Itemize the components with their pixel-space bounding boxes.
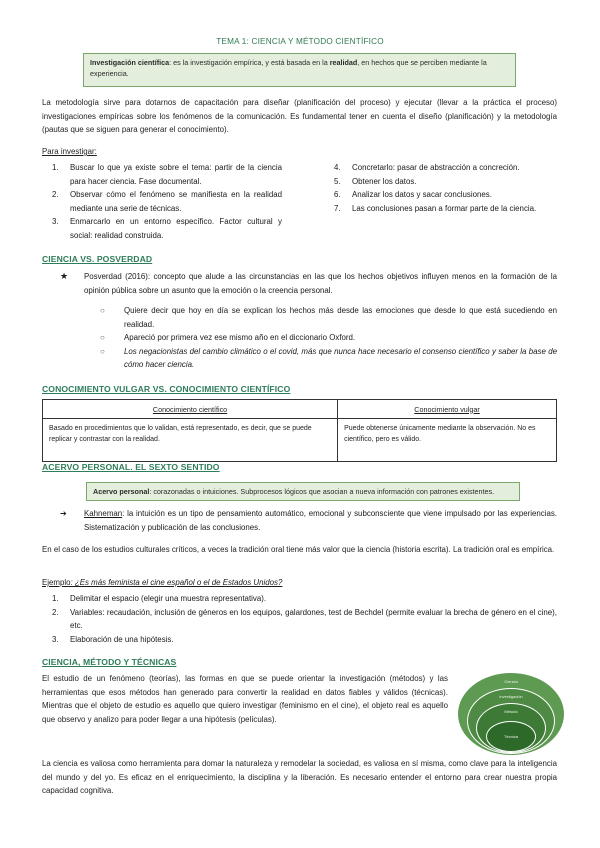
step-item [326, 202, 557, 216]
page-title: TEMA 1: CIENCIA Y MÉTODO CIENTÍFICO [216, 37, 384, 46]
step-text: Concretarlo: pasar de abstracción a concreción. [352, 163, 520, 172]
steps-heading [42, 147, 97, 156]
steps-heading-text: Para investigar [42, 147, 95, 156]
table-header-vulgar: Conocimiento vulgar [338, 400, 557, 419]
step-item [326, 161, 557, 175]
step-number: 2. [52, 190, 59, 200]
steps-list-left [44, 161, 282, 243]
list-number: 3. [52, 634, 59, 644]
list-item [44, 592, 557, 606]
list-item-text: Apareció por primera vez ese mismo año en el diccionario Oxford. [124, 333, 356, 343]
kahneman-text-wrap [60, 507, 557, 534]
example-list [44, 592, 557, 646]
kahneman-name: Kahneman [84, 509, 123, 518]
steps-heading-colon: : [94, 147, 97, 156]
list-item-text: Delimitar el espacio (elegir una muestra representativa). [70, 594, 267, 603]
diagram-circle-tecnica [486, 721, 536, 752]
star-bullet-icon: ★ [60, 271, 69, 281]
list-item-text: Quiere decir que hoy en día se explican los hechos más desde las emociones que desde lo que está sucediendo en realidad. [124, 306, 557, 329]
step-item [44, 161, 282, 188]
metodo-paragraph: El estudio de un fenómeno (teorías), las formas en que se puede orientar la investigación (métodos) y las herramientas que esos métodos han generado para convertir la realidad en datos fiables y válidos (técnicas). Mientras que el objeto de estudio es aquello que quiero investigar (feminismo en el cine), el objeto real es aquello que observo y analizo para poder llegar a una hipótesis (películas). [42, 674, 448, 724]
step-number: 3. [52, 217, 59, 227]
circle-bullet-icon: ○ [100, 333, 105, 343]
list-item-text: Los negacionistas del cambio climático o el covid, más que nunca hace necesario el consenso científico y saber la base de cómo hacer ciencia. [124, 346, 557, 370]
definition-term-realidad: realidad [329, 58, 358, 67]
step-text: Observar cómo el fenómeno se manifiesta en la realidad mediante una serie de técnicas. [70, 190, 282, 213]
table-row [43, 419, 557, 462]
step-item [326, 175, 557, 189]
list-item [44, 606, 557, 633]
list-item-text: Elaboración de una hipótesis. [70, 634, 174, 644]
step-item [326, 188, 557, 202]
example-question: : ¿Es más feminista el cine español o el de Estados Unidos? [70, 578, 283, 587]
step-text: Las conclusiones pasan a formar parte de la ciencia. [352, 203, 537, 213]
step-number: 5. [334, 176, 341, 186]
section-heading-posverdad: CIENCIA VS. POSVERDAD [42, 254, 153, 264]
intro-paragraph: La metodología sirve para dotarnos de capacitación para diseñar (planificación del proceso) y ejecutar (llevar a la práctica el proceso) investigaciones empíricas sobre los fenómenos de la comunicación. Es fundamental tener en cuenta el diseño (planificación) y la metodología (pautas que se siguen para generar el conocimiento). [42, 98, 557, 135]
acervo-box-text: : corazonadas o intuiciones. Subprocesos lógicos que asocian a nueva información con patrones existentes. [149, 487, 495, 496]
definition-term: Investigación científica [90, 58, 170, 67]
table-cell-vulgar: Puede obtenerse únicamente mediante la observación. No es científico, pero es válido. [338, 419, 557, 462]
diagram-label-tecnica: Técnica [503, 734, 518, 739]
posverdad-text: Posverdad (2016): concepto que alude a las circunstancias en las que los hechos objetivos influyen menos en la formación de la opinión pública sobre un asunto que la emoción o la creencia personal. [84, 272, 557, 295]
list-item-text: Variables: recaudación, inclusión de géneros en los equipos, galardones, test de Bechdel (permite evaluar la brecha de género en el cine), etc. [70, 607, 557, 631]
list-number: 2. [52, 607, 59, 617]
posverdad-definition [60, 270, 557, 297]
diagram-label-metodo: Método [504, 709, 518, 714]
example-label: Ejemplo [42, 578, 71, 587]
steps-list-right [326, 161, 557, 215]
tradicion-oral-paragraph: En el caso de los estudios culturales críticos, a veces la tradición oral tiene más valor que la ciencia (historia escrita). La tradición oral es empírica. [42, 545, 555, 554]
step-number: 7. [334, 203, 341, 213]
step-text: Enmarcarlo en un entorno específico. Factor cultural y social: realidad construida. [70, 217, 282, 240]
acervo-box [86, 482, 520, 501]
table-header-row [43, 400, 557, 419]
list-item [100, 304, 557, 331]
definition-text: : es la investigación empírica, y está basada en la [169, 58, 330, 67]
nested-circles-diagram [457, 672, 565, 756]
arrow-right-icon: ➔ [60, 509, 67, 518]
step-item [44, 215, 282, 242]
kahneman-item [60, 507, 557, 534]
diagram-label-ciencia: Ciencia [504, 679, 518, 684]
ciencia-valiosa-paragraph: La ciencia es valiosa como herramienta para domar la naturaleza y remodelar la sociedad, es valiosa en sí misma, como clave para la inteligencia del mundo y del yo. Es eficaz en el enriquecimiento, la disciplina y la liberación. Es necesario entender el entorno para crear nuestra propia capacidad cognitiva. [42, 759, 557, 796]
list-item [100, 331, 557, 345]
step-number: 4. [334, 163, 341, 172]
acervo-term: Acervo personal [93, 487, 150, 496]
table-header-cientifico: Conocimiento científico [43, 400, 338, 419]
step-number: 6. [334, 190, 341, 200]
kahneman-text: : la intuición es un tipo de pensamiento automático, emocional y subconsciente que viene impulsado por las experiencias. Sistematización y publicación de las conclusiones. [84, 509, 557, 532]
step-text: Analizar los datos y sacar conclusiones. [352, 190, 492, 200]
table-cell-cientifico: Basado en procedimientos que lo validan, está representado, es decir, que se puede replicar y contrastar con la realidad. [43, 419, 338, 462]
definition-text-2: , en hechos que se perciben mediante la experiencia. [90, 58, 487, 78]
step-text: Buscar lo que ya existe sobre el tema: partir de la ciencia para hacer ciencia. Fase documental. [70, 163, 282, 186]
list-item [100, 345, 557, 372]
example-title [42, 578, 282, 587]
definition-box [83, 53, 516, 87]
section-heading-conocimiento: CONOCIMIENTO VULGAR VS. CONOCIMIENTO CIENTÍFICO [42, 384, 291, 394]
circle-bullet-icon: ○ [100, 346, 105, 356]
list-item [44, 633, 557, 647]
diagram-label-investigacion: Investigación [499, 694, 523, 699]
step-item [44, 188, 282, 215]
list-number: 1. [52, 594, 59, 603]
section-heading-metodo: CIENCIA, MÉTODO Y TÉCNICAS [42, 657, 177, 667]
section-heading-acervo: ACERVO PERSONAL. EL SEXTO SENTIDO [42, 462, 220, 472]
comparison-table [42, 399, 557, 462]
circle-bullet-icon: ○ [100, 306, 105, 315]
step-text: Obtener los datos. [352, 176, 417, 186]
posverdad-sublist [100, 304, 557, 372]
step-number: 1. [52, 163, 59, 172]
